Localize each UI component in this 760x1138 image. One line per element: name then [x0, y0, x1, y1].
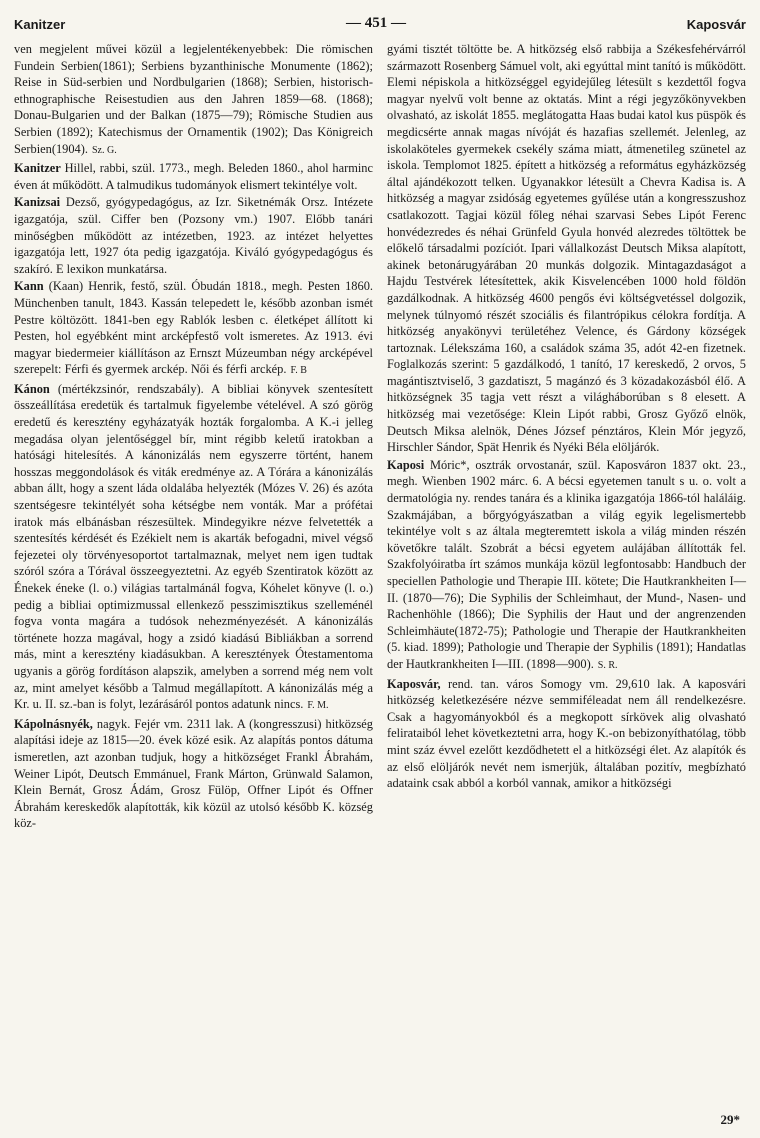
entry-text: Hillel, rabbi, szül. 1773., megh. Beleden 1860., ahol harminc éven át működött. A talmudikus tudományok elismert tekintélye volt.: [14, 161, 373, 192]
author-signature: Sz. G.: [91, 144, 117, 156]
entry-text: gyámi tisztét töltötte be. A hitközség első rabbija a Székesfehérvárról származott Rosenberg Sámuel volt, aki egyúttal mint tanító is működött. Elemi népiskola a hitközséggel egyidejűleg létesült s kezdettől fogva magyar nyelvű volt benne az oktatás. Mint a régi jegyzőkönyvekben olvasható, az iskolát 1855. meglátogatta Haas budai katol kus püspök és megdicsérte annak magas nívóját és hazafias szellemét. Jelenleg, az iskolaköteles gyermekek csekély száma miatt, átmenetileg szünetel az iskola. Templomot 1825. épített a hitközség a református egyházközség által ajándékozott telken. Ugyanakkor létesült a Chevra Kadisa is. A hitközség a magyar zsidóság egyetemes gyűlése után a kongresszushoz csatlakozott. Tagjai közül főleg néhai szarvasi Sebes Lipót Ferenc honvédezredes és néhai Grünfeld Gyula honvéd alezredes töltöttek be előkelő társadalmi pozíciót. Ipari vállalkozást Deutsch Miksa alapított, akinek betonárugyárában 20 munkás dolgozik. Mintagazdaságot a Hajdu Testvérek létesítettek, akik Kisvelencében 1000 hold földön gazdálkodnak. A hitközség 4600 pengős évi költségvetéssel dolgozik, melynek túlnyomó részét szociális és filantrópikus célokra fordítja. A hitközség anyakönyvi területéhez Velence, és Gárdony községek tartoznak. Lélekszáma 160, a családok száma 35, adót 42-en fizetnek. Foglalkozás szerint: 5 gazdálkodó, 1 tanító, 17 kereskedő, 2 orvos, 5 magántisztviselő, 3 gazdatiszt, 5 magánzó és 3 közadakozásból élő. A hitközségnek 35 tagja vett részt a világháborúban s 8 elesett. A hitközség mai vezetősége: Klein Lipót rabbi, Grosz Győző elnök, Deutsch Miksa alelnök, Dénes József pénztáros, Klein Mór jegyző, Hirschler Sándor, Spät Henrik és Nyéki Béla elöljárók.: [387, 42, 746, 455]
lexicon-entry: [387, 457, 746, 675]
lexicon-entry: [387, 41, 746, 456]
right-column: [387, 40, 746, 832]
lexicon-entry: [14, 278, 373, 380]
entry-text: rend. tan. város Somogy vm. 29,610 lak. A kaposvári hitközség keletkezésére nézve semmiféleadat nem áll rendelkezésre. Csak a hagyományokból és a megkopott sírkövek alig olvasható felirataiból lehet következtetni arra, hogy K.-on bebizonyíthatólag, több mint száz évvel ezelőtt kezdődhetett el a hitközségi élet. Az alapítók és az első elöljárók nevét nem ismerjük, általában pozitív, megbízható adataink csak abból a korból vannak, amikor a hitközségi: [387, 676, 746, 791]
lexicon-entry: [14, 381, 373, 715]
header-right-term: Kaposvár: [686, 17, 746, 32]
entry-text: nagyk. Fejér vm. 2311 lak. A (kongresszusi) hitközség alapítási ideje az 1815—20. évek közé esik. Az alapítás pontos dátuma ismeretlen, azt azonban tudjuk, hogy a hitközséget Frankl Ábrahám, Weiner Lipót, Deutsch Emmánuel, Frank Márton, Grünwald Salamon, Klein Bernát, Grosz Ádám, Grosz Fülöp, Offner Lipót és Offner Ábrahám kereskedők alapították, kik közül az utolsó később K. község köz-: [14, 716, 373, 831]
lexicon-entry: [14, 160, 373, 193]
header-left-term: Kanitzer: [14, 17, 66, 32]
author-signature: S. R.: [597, 659, 618, 671]
lexicon-entry: [14, 41, 373, 159]
entry-headword: Kaposvár,: [387, 676, 441, 691]
signature-mark: 29*: [720, 1112, 740, 1127]
lexicon-entry: [14, 194, 373, 277]
entry-headword: Kánon: [14, 381, 50, 396]
entry-headword: Kanizsai: [14, 195, 61, 210]
lexicon-entry: [14, 716, 373, 832]
entry-headword: Kaposi: [387, 457, 425, 472]
page-number: — 451 —: [346, 15, 407, 31]
entry-text: (mértékzsinór, rendszabály). A bibliai könyvek szentesített összeállítása eredetük és tartalmuk figyelembe vételével. A szó görög eredetű és keresztény egyházatyák hozták forgalomba. A K.-i jelleg megadása olyan jelentőséggel bír, mint régibb keletű iratokban a hatósági hitelesítés. A kánonizálás nem egyszerre történt, hanem hosszas meggondolások és viták eredménye az. A Tórára a kánonizálás abban állt, hogy a szent láda oldalába helyezték (Mózes V. 26) és azóta szentségesre tekintélyét soha kétségbe nem vonták. Mar a prófétai iratok más elbánásban részesültek. Mindegyikre nézve felvetették a szentesítés kérdését és Ezékielt nem is akarták befogadni, mivel végső fejezetei oly törvényesoportot tartalmaznak, melyet nem igen tudtak szóról szóra a Tórával összeegyeztetni. Az egyéb Szentiratok között az Énekek éneke (l. o.) világias tartalmánál fogva, Kóhelet könyve (l. o.) pedig a bibliai optimizmussal ellenkező pesszimisztikus szelleménél fogva vonta magára a tudósok nehezményezését. A kánonizálás története hozza magával, hogy a zsidó kiadású Bibliákban a sorrend más, mint a keresztény kiadásukban. A keresztények Ótestamentoma ugyanis a görög fordításon alapszik, amelyben a sorrend még nem volt az, mint amelyet később a Talmud megállapított. A kánonizálás még a Kr. u. II. sz.-ban is folyt, lezárásáról pontos adatunk nincs.: [14, 381, 373, 712]
entry-text: Dezső, gyógypedagógus, az Izr. Siketnémák Orsz. Intézete igazgatója, szül. Ciffer ben (Pozsony vm.) 1907. Előbb tanári minőségben működött az intézetben, 1923. az intézet helyettes igazgatója lett, 1927 óta pedig igazgatója. Kiváló gyógypedagógus és szakíró. E lexikon munkatársa.: [14, 195, 373, 276]
author-signature: F. M.: [307, 700, 329, 712]
entry-headword: Kanitzer: [14, 161, 61, 176]
running-header: [14, 12, 746, 32]
entry-headword: Kann: [14, 279, 44, 294]
entry-text: ven megjelent művei közül a legjelentékenyebbek: Die römischen Fundein Serbien(1861); Serbiens byzanthinische Monumente (1862); Reise in Süd-serbien und Nordbulgarien (1868); Serbien, historisch-ethnographische Reisestudien aus den Jahren 1859—68. (1868); Donau-Bulgarien und der Balkan (1875—79); Römische Studien aus Serbien (1892); Katechismus der Ornamentik (1902); Das Königreich Serbien(1904).: [14, 42, 373, 156]
entry-text: Móric*, osztrák orvostanár, szül. Kaposváron 1837 okt. 23., megh. Wienben 1902 márc. 6. A bécsi egyetemen tanult s u. o. volt a dermatológia ny. rendes tanára és a klinika igazgatója 1866-tól haláláig. Szakmájában, a bőrgyógyászatban a világ egyik legelismertebb tekintélye volt s az általa megteremtett iskola a világ minden részén követőkre talált. Szobrát a bécsi egyetem aulájában állították fel. Szakfolyóiratba írt számos munkája közül legfontosabb: Handbuch der speciellen Pathologie und Therapie III. kötete; Die Hautkrankheiten I—II. (1870—76); Die Syphilis der Schleimhaut, der Mund-, Nasen- und Rachenhöhle (1866); Die Syphilis der Haut und der angrenzenden Schleimhäute(1872-75); Pathologie und Therapie der Hautkrankheiten (5. kiad. 1899); Pathologie und Therapie der Syphilis (1891); Handatlas der Hautkrankheiten I—III. (1898—900).: [387, 457, 746, 671]
left-column: [14, 40, 373, 832]
entry-headword: Kápolnásnyék,: [14, 716, 93, 731]
text-columns: [14, 40, 746, 832]
author-signature: F. B: [290, 365, 307, 377]
lexicon-entry: [387, 676, 746, 792]
entry-text: (Kaan) Henrik, festő, szül. Óbudán 1818., megh. Pesten 1860. Münchenben tanult, 1843. Kassán telepedett le, később azonban ismét Pestre költözött. 1841-ben egy Rablók lesben c. életképet állított ki Pesten, hol egyébként mint arcképfestő volt ismeretes. Az 1913. évi magyar biedermeier kiállításon az Ernszt Múzeumban négy arcképével szerepelt: Férfi és gyermek arckép. Női és férfi arckép.: [14, 279, 373, 377]
